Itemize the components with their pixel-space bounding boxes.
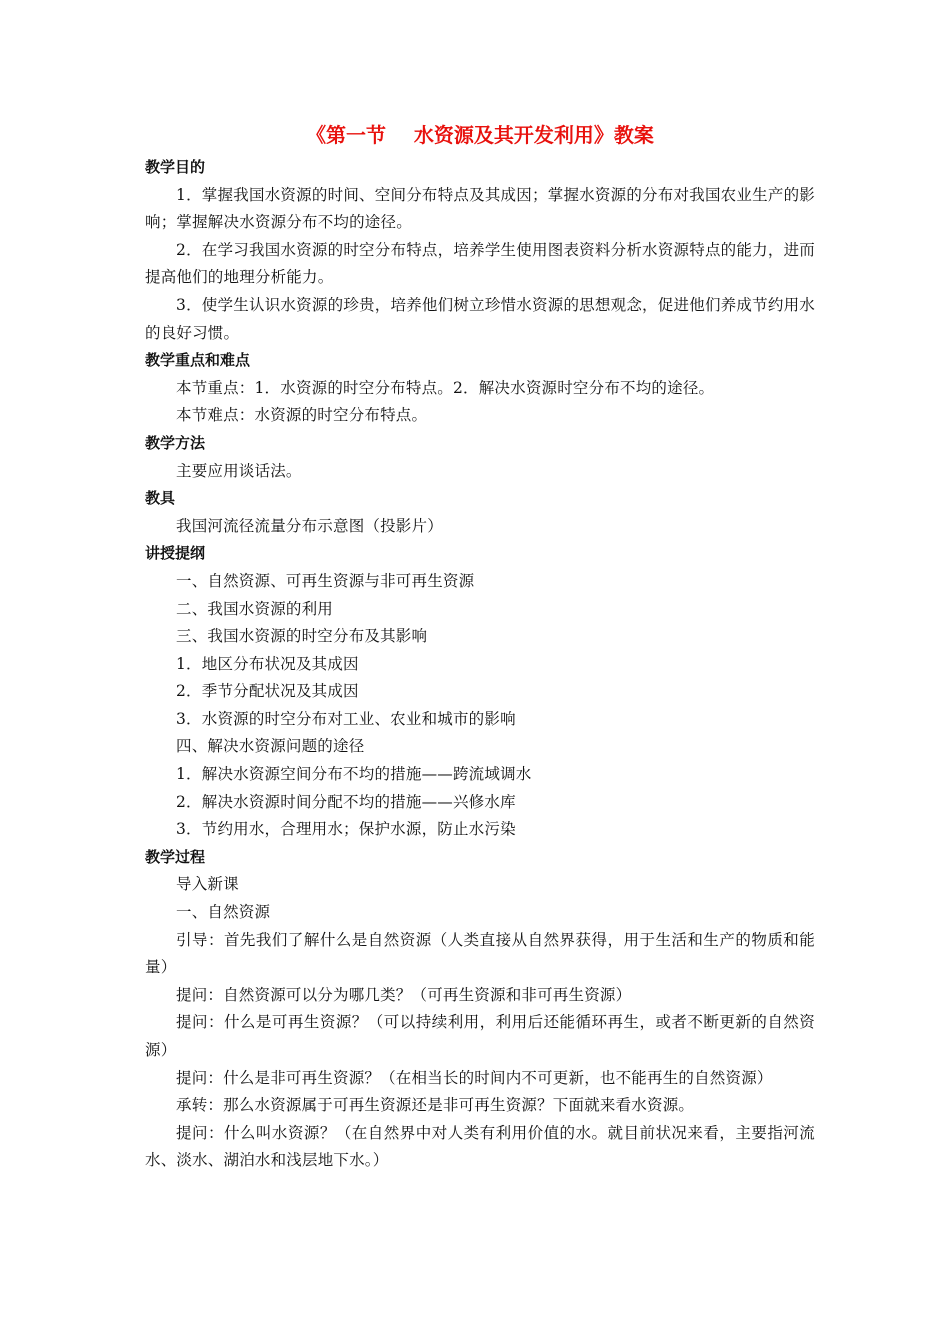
paragraph: 1．解决水资源空间分布不均的措施——跨流域调水 <box>176 765 532 784</box>
section <box>145 430 815 485</box>
paragraph: 四、解决水资源问题的途径 <box>176 737 365 756</box>
paragraph: 引导：首先我们了解什么是自然资源（人类直接从自然界获得，用于生活和生产的物质和能量） <box>145 930 815 977</box>
section <box>145 540 815 844</box>
paragraph: 二、我国水资源的利用 <box>176 599 334 618</box>
section-heading: 教学重点和难点 <box>145 351 251 370</box>
paragraph: 3．使学生认识水资源的珍贵，培养他们树立珍惜水资源的思想观念，促进他们养成节约用水的良好习惯。 <box>145 295 815 342</box>
paragraph: 提问：什么是非可再生资源？（在相当长的时间内不可更新，也不能再生的自然资源） <box>176 1068 773 1087</box>
section-heading: 教学目的 <box>145 158 206 176</box>
paragraph: 三、我国水资源的时空分布及其影响 <box>176 627 428 646</box>
paragraph: 2．解决水资源时间分配不均的措施——兴修水库 <box>176 792 516 811</box>
paragraph: 1．地区分布状况及其成因 <box>176 654 359 673</box>
paragraph: 1．掌握我国水资源的时间、空间分布特点及其成因；掌握水资源的分布对我国农业生产的影响；掌握解决水资源分布不均的途径。 <box>145 185 815 232</box>
paragraph: 一、自然资源 <box>176 903 271 922</box>
section-heading: 教学方法 <box>145 433 206 452</box>
paragraph: 本节难点：水资源的时空分布特点。 <box>176 406 428 425</box>
section <box>145 844 815 1175</box>
paragraph: 3．水资源的时空分布对工业、农业和城市的影响 <box>176 709 516 728</box>
document-body <box>145 118 815 1175</box>
paragraph: 一、自然资源、可再生资源与非可再生资源 <box>176 571 475 590</box>
paragraph: 提问：什么是可再生资源？（可以持续利用，利用后还能循环再生，或者不断更新的自然资源） <box>145 1013 815 1059</box>
sections-container <box>145 154 815 1175</box>
paragraph: 我国河流径流量分布示意图（投影片） <box>176 516 443 535</box>
section-heading: 教具 <box>145 489 176 508</box>
paragraph: 主要应用谈话法。 <box>176 461 302 480</box>
paragraph: 导入新课 <box>176 875 239 894</box>
section <box>145 485 815 540</box>
paragraph: 提问：什么叫水资源？（在自然界中对人类有利用价值的水。就目前状况来看，主要指河流水、淡水、湖泊水和浅层地下水。） <box>145 1123 815 1170</box>
paragraph: 3．节约用水，合理用水；保护水源，防止水污染 <box>176 820 516 839</box>
paragraph: 本节重点：1．水资源的时空分布特点。2．解决水资源时空分布不均的途径。 <box>176 378 715 397</box>
paragraph: 提问：自然资源可以分为哪几类？（可再生资源和非可再生资源） <box>176 985 632 1004</box>
document-title: 《第一节 水资源及其开发利用》教案 <box>306 123 654 147</box>
section-heading: 教学过程 <box>145 847 206 866</box>
paragraph: 2．在学习我国水资源的时空分布特点，培养学生使用图表资料分析水资源特点的能力，进而提高他们的地理分析能力。 <box>145 240 815 287</box>
paragraph: 2．季节分配状况及其成因 <box>176 682 359 701</box>
section <box>145 154 815 347</box>
section <box>145 347 815 430</box>
paragraph: 承转：那么水资源属于可再生资源还是非可再生资源？下面就来看水资源。 <box>176 1096 695 1115</box>
section-heading: 讲授提纲 <box>145 544 206 563</box>
